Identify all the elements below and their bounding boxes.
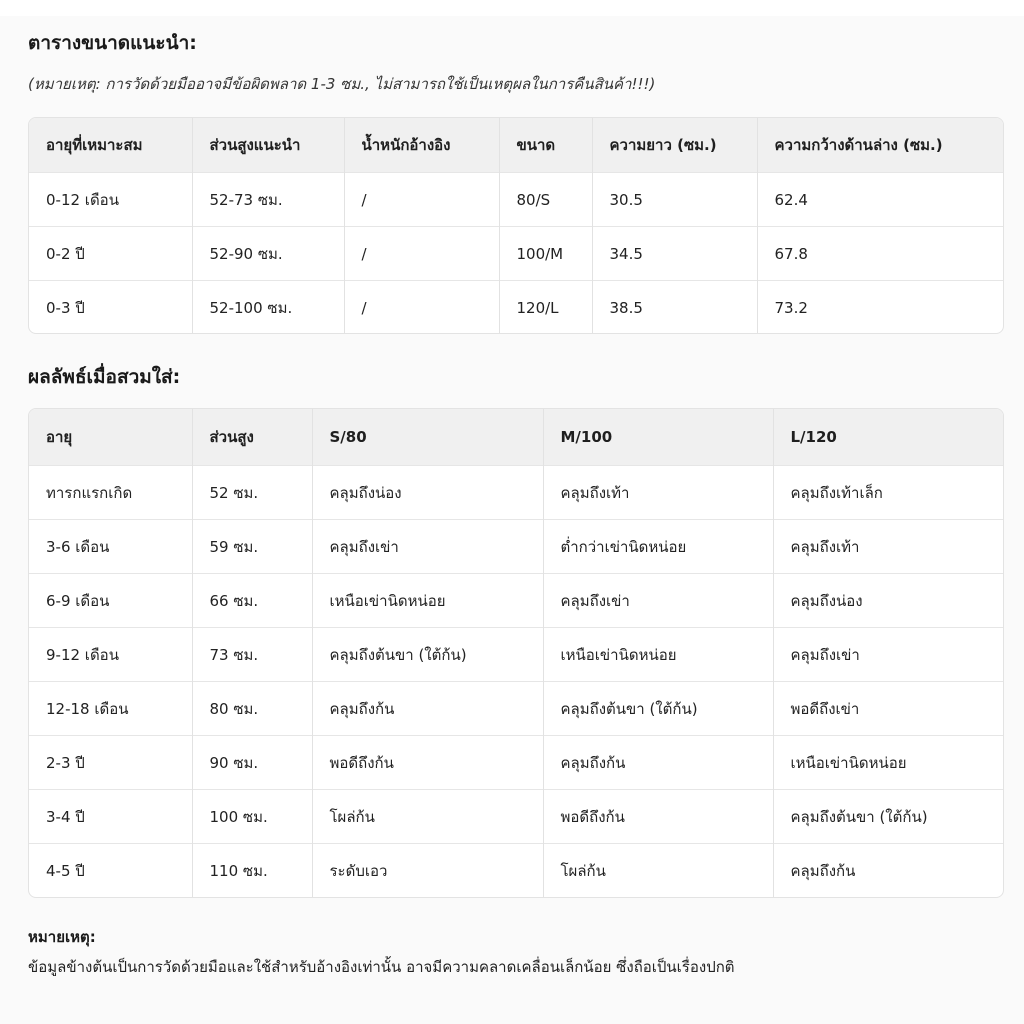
table-cell: ทารกแรกเกิด <box>29 466 192 520</box>
header-size-s: S/80 <box>312 409 543 466</box>
table-cell: คลุมถึงต้นขา (ใต้ก้น) <box>543 682 773 736</box>
table-cell: เหนือเข่านิดหน่อย <box>312 574 543 628</box>
footer-note-text: ข้อมูลข้างต้นเป็นการวัดด้วยมือและใช้สำหรับอ้างอิงเท่านั้น อาจมีความคลาดเคลื่อนเล็กน้อย ซึ่งถือเป็นเรื่องปกติ <box>28 958 735 976</box>
header-age: อายุที่เหมาะสม <box>29 118 192 173</box>
table-cell: 90 ซม. <box>192 736 312 790</box>
table-cell: 30.5 <box>592 173 757 227</box>
table-row <box>29 520 1003 574</box>
header-height: ส่วนสูง <box>192 409 312 466</box>
table-cell: คลุมถึงเข่า <box>773 628 1003 682</box>
table-cell: พอดีถึงก้น <box>543 790 773 844</box>
table-cell: 67.8 <box>757 227 1003 281</box>
header-weight: น้ำหนักอ้างอิง <box>344 118 499 173</box>
table-cell: 73 ซม. <box>192 628 312 682</box>
size-chart-title: ตารางขนาดแนะนำ: <box>28 32 197 54</box>
table-row <box>29 173 1003 227</box>
top-strip <box>0 0 1024 16</box>
table-cell: คลุมถึงเข่า <box>543 574 773 628</box>
header-height: ส่วนสูงแนะนำ <box>192 118 344 173</box>
table-cell: 80 ซม. <box>192 682 312 736</box>
table-row <box>29 628 1003 682</box>
table-row <box>29 844 1003 898</box>
table-cell: ต่ำกว่าเข่านิดหน่อย <box>543 520 773 574</box>
table-cell: คลุมถึงต้นขา (ใต้ก้น) <box>312 628 543 682</box>
table-cell: 0-3 ปี <box>29 281 192 335</box>
footer-note-title: หมายเหตุ: <box>28 928 96 946</box>
table-cell: 34.5 <box>592 227 757 281</box>
table-cell: โผล่ก้น <box>312 790 543 844</box>
table-cell: / <box>344 227 499 281</box>
table-cell: / <box>344 281 499 335</box>
table-cell: คลุมถึงเท้าเล็ก <box>773 466 1003 520</box>
table-cell: เหนือเข่านิดหน่อย <box>773 736 1003 790</box>
table-cell: คลุมถึงก้น <box>773 844 1003 898</box>
table-cell: ระดับเอว <box>312 844 543 898</box>
table-cell: คลุมถึงน่อง <box>773 574 1003 628</box>
size-table-header-row <box>29 118 1003 173</box>
size-table <box>29 118 1003 334</box>
header-size: ขนาด <box>499 118 592 173</box>
table-cell: 66 ซม. <box>192 574 312 628</box>
table-cell: 12-18 เดือน <box>29 682 192 736</box>
header-age: อายุ <box>29 409 192 466</box>
table-cell: 0-2 ปี <box>29 227 192 281</box>
table-row <box>29 682 1003 736</box>
table-cell: 3-6 เดือน <box>29 520 192 574</box>
header-bottom-width: ความกว้างด้านล่าง (ซม.) <box>757 118 1003 173</box>
table-cell: คลุมถึงน่อง <box>312 466 543 520</box>
fit-table-container <box>28 408 1004 898</box>
table-row <box>29 227 1003 281</box>
table-cell: 3-4 ปี <box>29 790 192 844</box>
table-row <box>29 466 1003 520</box>
table-cell: / <box>344 173 499 227</box>
table-cell: 52-73 ซม. <box>192 173 344 227</box>
table-cell: เหนือเข่านิดหน่อย <box>543 628 773 682</box>
measurement-note: (หมายเหตุ: การวัดด้วยมืออาจมีข้อผิดพลาด 1-3 ซม., ไม่สามารถใช้เป็นเหตุผลในการคืนสินค้า!!!) <box>28 75 656 93</box>
table-cell: 73.2 <box>757 281 1003 335</box>
table-cell: 100/M <box>499 227 592 281</box>
header-size-m: M/100 <box>543 409 773 466</box>
table-cell: 2-3 ปี <box>29 736 192 790</box>
table-cell: 59 ซม. <box>192 520 312 574</box>
table-cell: 110 ซม. <box>192 844 312 898</box>
table-cell: คลุมถึงต้นขา (ใต้ก้น) <box>773 790 1003 844</box>
header-size-l: L/120 <box>773 409 1003 466</box>
table-cell: 100 ซม. <box>192 790 312 844</box>
table-row <box>29 736 1003 790</box>
table-cell: โผล่ก้น <box>543 844 773 898</box>
header-length: ความยาว (ซม.) <box>592 118 757 173</box>
table-cell: 38.5 <box>592 281 757 335</box>
table-cell: คลุมถึงก้น <box>543 736 773 790</box>
size-table-container <box>28 117 1004 334</box>
table-cell: 120/L <box>499 281 592 335</box>
table-cell: 52-100 ซม. <box>192 281 344 335</box>
table-cell: พอดีถึงก้น <box>312 736 543 790</box>
table-cell: คลุมถึงเข่า <box>312 520 543 574</box>
table-cell: คลุมถึงเท้า <box>773 520 1003 574</box>
table-row <box>29 574 1003 628</box>
table-cell: 6-9 เดือน <box>29 574 192 628</box>
table-row <box>29 790 1003 844</box>
table-row <box>29 281 1003 335</box>
table-cell: คลุมถึงก้น <box>312 682 543 736</box>
table-cell: คลุมถึงเท้า <box>543 466 773 520</box>
table-cell: 4-5 ปี <box>29 844 192 898</box>
table-cell: 52 ซม. <box>192 466 312 520</box>
table-cell: 62.4 <box>757 173 1003 227</box>
table-cell: 80/S <box>499 173 592 227</box>
fit-table-header-row <box>29 409 1003 466</box>
table-cell: พอดีถึงเข่า <box>773 682 1003 736</box>
table-cell: 52-90 ซม. <box>192 227 344 281</box>
table-cell: 9-12 เดือน <box>29 628 192 682</box>
table-cell: 0-12 เดือน <box>29 173 192 227</box>
fit-table <box>29 409 1003 897</box>
fit-results-title: ผลลัพธ์เมื่อสวมใส่: <box>28 366 181 388</box>
